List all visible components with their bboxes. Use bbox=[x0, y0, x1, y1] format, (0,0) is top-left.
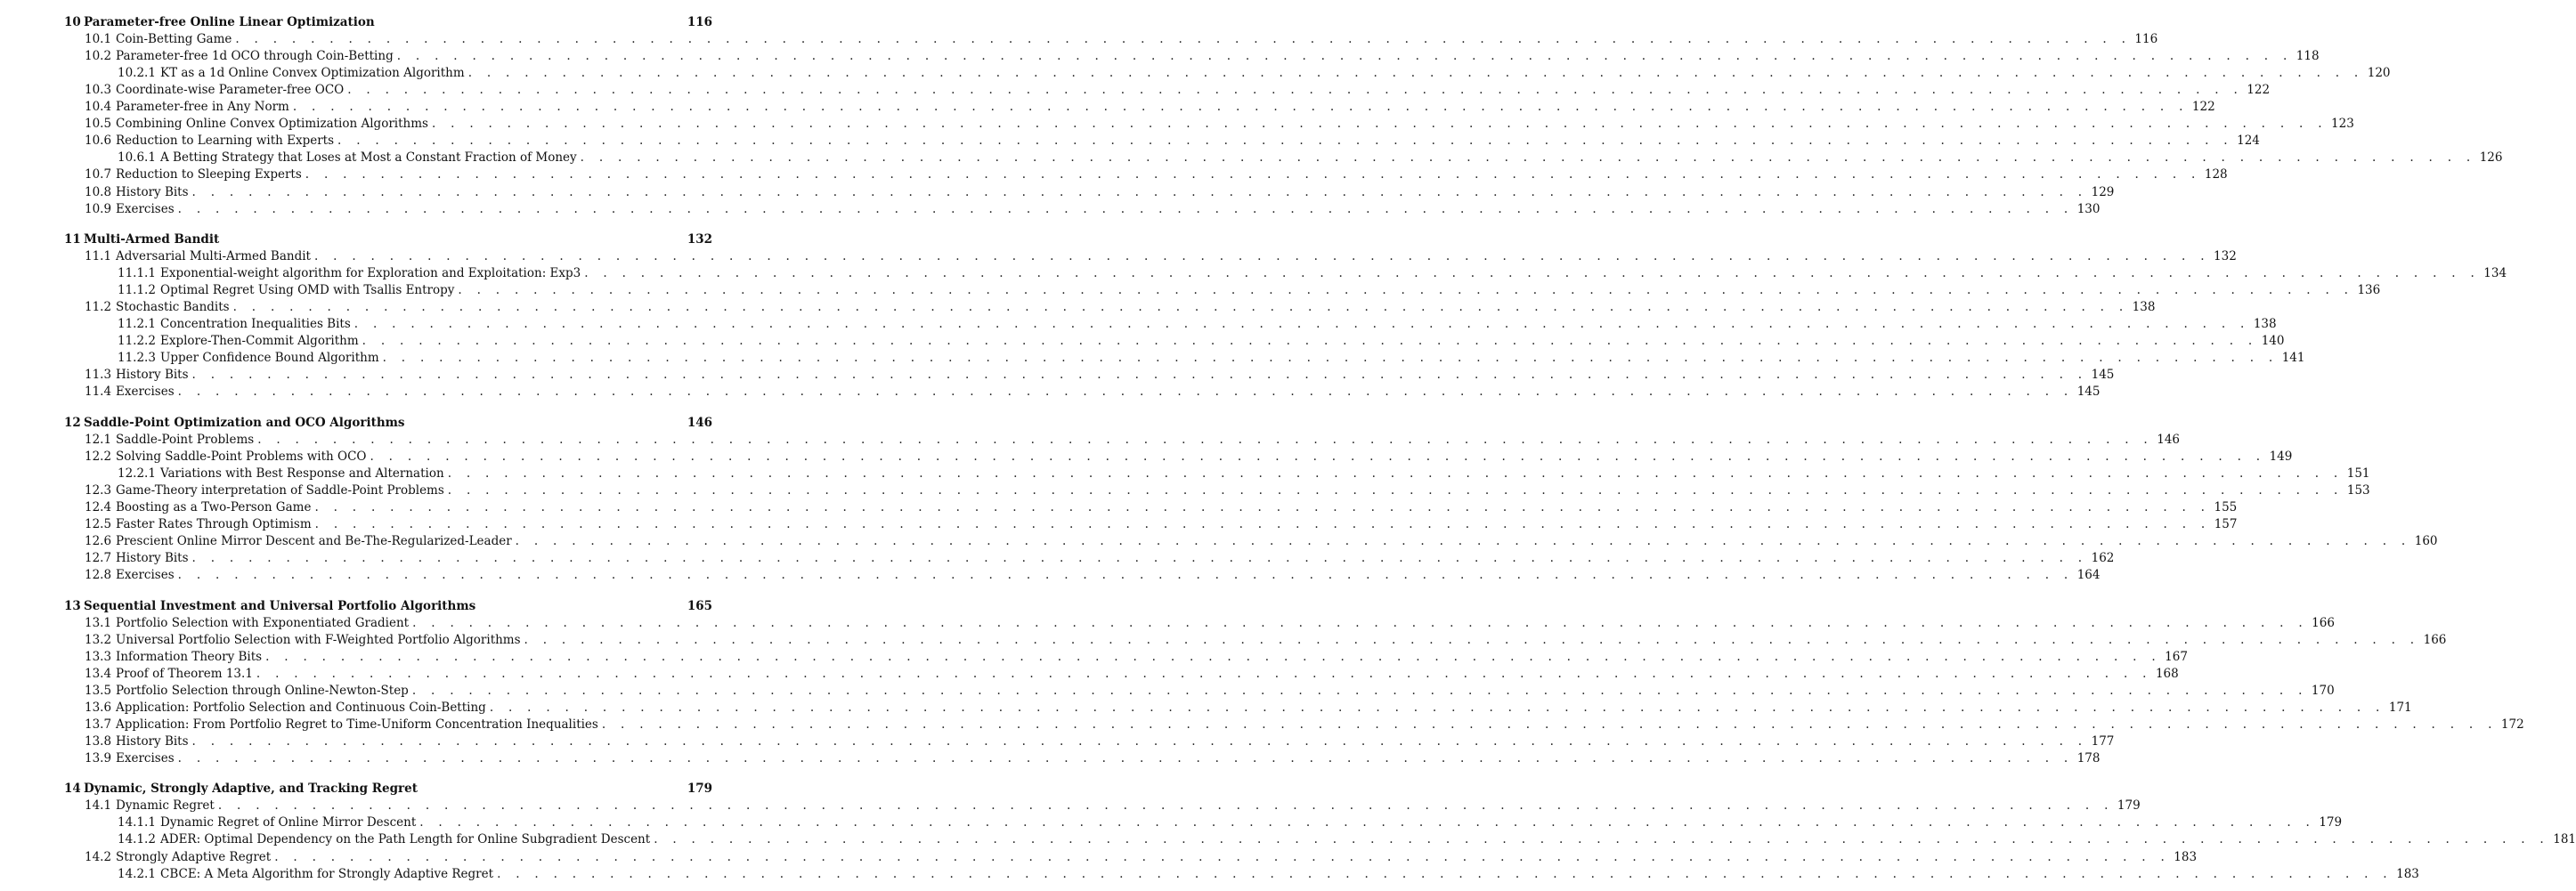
dot-leader: . . . . . . . . . . . . . . . . . . . . . . . . . . . . . . . . . . . . . . . . . . . . . . . . . . . . . . . . . . . . . . . . . . . . . . . . . . . . . . . . . . . . . . . . . . . . . . . . . . . . . bbox=[177, 201, 2074, 216]
chapter-page-number: 165 bbox=[687, 598, 712, 613]
dot-leader: . . . . . . . . . . . . . . . . . . . . . . . . . . . . . . . . . . . . . . . . . . . . . . . . . . . . . . . . . . . . . . . . . . . . . . . . . . . . . . . . . . . . . . . . . . . . . . . . . . . . . bbox=[362, 334, 2258, 349]
entry-number: 13.6 bbox=[85, 700, 112, 715]
section-entry[interactable] bbox=[85, 48, 2320, 65]
dot-leader: . . . . . . . . . . . . . . . . . . . . . . . . . . . . . . . . . . . . . . . . . . . . . . . . . . . . . . . . . . . . . . . . . . . . . . . . . . . . . . . . . . . . . . . . . . . . . . . . . . . . . bbox=[313, 248, 2210, 263]
dot-leader: . . . . . . . . . . . . . . . . . . . . . . . . . . . . . . . . . . . . . . . . . . . . . . . . . . . . . . . . . . . . . . . . . . . . . . . . . . . . . . . . . . . . . . . . . . . . . . . . . . . . . bbox=[458, 283, 2354, 298]
entry-title: Parameter-free 1d OCO through Coin-Betting bbox=[116, 49, 394, 64]
entry-title: Boosting as a Two-Person Game bbox=[116, 499, 312, 514]
entry-number: 13.5 bbox=[85, 683, 112, 698]
entry-page-number: 157 bbox=[2214, 517, 2238, 531]
dot-leader: . . . . . . . . . . . . . . . . . . . . . . . . . . . . . . . . . . . . . . . . . . . . . . . . . . . . . . . . . . . . . . . . . . . . . . . . . . . . . . . . . . . . . . . . . . . . . . . . . . . . . bbox=[396, 49, 2293, 64]
dot-leader: . . . . . . . . . . . . . . . . . . . . . . . . . . . . . . . . . . . . . . . . . . . . . . . . . . . . . . . . . . . . . . . . . . . . . . . . . . . . . . . . . . . . . . . . . . . . . . . . . . . . . bbox=[257, 432, 2154, 447]
dot-leader: . . . . . . . . . . . . . . . . . . . . . . . . . . . . . . . . . . . . . . . . . . . . . . . . . . . . . . . . . . . . . . . . . . . . . . . . . . . . . . . . . . . . . . . . . . . . . . . . . . . . . bbox=[654, 832, 2550, 847]
section-entry[interactable] bbox=[85, 733, 2115, 750]
entry-number: 10.1 bbox=[85, 32, 112, 47]
section-entry[interactable] bbox=[85, 184, 2115, 201]
entry-page-number: 134 bbox=[2483, 266, 2507, 280]
dot-leader: . . . . . . . . . . . . . . . . . . . . . . . . . . . . . . . . . . . . . . . . . . . . . . . . . . . . . . . . . . . . . . . . . . . . . . . . . . . . . . . . . . . . . . . . . . . . . . . . . . . . . bbox=[584, 266, 2481, 280]
chapter-page-number: 179 bbox=[687, 782, 712, 797]
entry-page-number: 183 bbox=[2174, 849, 2198, 864]
chapter-title: Dynamic, Strongly Adaptive, and Tracking Regret bbox=[84, 782, 418, 797]
section-entry[interactable] bbox=[85, 615, 2335, 632]
chapter-heading[interactable] bbox=[64, 14, 712, 31]
entry-number: 13.4 bbox=[85, 666, 112, 681]
entry-number: 10.4 bbox=[85, 100, 112, 115]
section-entry[interactable] bbox=[85, 82, 2271, 99]
subsection-entry[interactable] bbox=[118, 333, 2285, 350]
dot-leader: . . . . . . . . . . . . . . . . . . . . . . . . . . . . . . . . . . . . . . . . . . . . . . . . . . . . . . . . . . . . . . . . . . . . . . . . . . . . . . . . . . . . . . . . . . . . . . . . . . . . . bbox=[232, 300, 2129, 315]
entry-title: Exercises bbox=[116, 201, 175, 216]
entry-title: A Betting Strategy that Loses at Most a Constant Fraction of Money bbox=[160, 150, 577, 166]
dot-leader: . . . . . . . . . . . . . . . . . . . . . . . . . . . . . . . . . . . . . . . . . . . . . . . . . . . . . . . . . . . . . . . . . . . . . . . . . . . . . . . . . . . . . . . . . . . . . . . . . . . . . bbox=[191, 551, 2088, 566]
entry-page-number: 123 bbox=[2331, 117, 2354, 132]
entry-title: Parameter-free in Any Norm bbox=[116, 100, 289, 115]
entry-title: Combining Online Convex Optimization Algorithms bbox=[116, 117, 428, 132]
entry-title: History Bits bbox=[116, 551, 189, 566]
entry-page-number: 151 bbox=[2346, 466, 2370, 481]
entry-number: 10.8 bbox=[85, 184, 112, 199]
section-entry[interactable] bbox=[85, 116, 2354, 133]
dot-leader: . . . . . . . . . . . . . . . . . . . . . . . . . . . . . . . . . . . . . . . . . . . . . . . . . . . . . . . . . . . . . . . . . . . . . . . . . . . . . . . . . . . . . . . . . . . . . . . . . . . . . bbox=[337, 134, 2233, 149]
entry-title: Explore-Then-Commit Algorithm bbox=[160, 334, 359, 349]
entry-page-number: 172 bbox=[2500, 717, 2524, 732]
section-entry[interactable] bbox=[85, 798, 2141, 814]
section-entry[interactable] bbox=[85, 432, 2181, 449]
dot-leader: . . . . . . . . . . . . . . . . . . . . . . . . . . . . . . . . . . . . . . . . . . . . . . . . . . . . . . . . . . . . . . . . . . . . . . . . . . . . . . . . . . . . . . . . . . . . . . . . . . . . . bbox=[601, 717, 2498, 732]
entry-title: Proof of Theorem 13.1 bbox=[116, 666, 253, 681]
entry-number: 12.2 bbox=[85, 449, 112, 464]
chapter-title: Multi-Armed Bandit bbox=[84, 231, 220, 247]
entry-title: Prescient Online Mirror Descent and Be-The-Regularized-Leader bbox=[116, 534, 512, 549]
entry-number: 11.1.1 bbox=[118, 266, 156, 280]
entry-title: Exercises bbox=[116, 750, 175, 765]
section-entry[interactable] bbox=[85, 632, 2447, 649]
section-entry[interactable] bbox=[85, 533, 2438, 550]
chapter-heading[interactable] bbox=[64, 415, 712, 432]
dot-leader: . . . . . . . . . . . . . . . . . . . . . . . . . . . . . . . . . . . . . . . . . . . . . . . . . . . . . . . . . . . . . . . . . . . . . . . . . . . . . . . . . . . . . . . . . . . . . . . . . . . . . bbox=[524, 632, 2420, 647]
entry-page-number: 179 bbox=[2117, 798, 2141, 814]
dot-leader: . . . . . . . . . . . . . . . . . . . . . . . . . . . . . . . . . . . . . . . . . . . . . . . . . . . . . . . . . . . . . . . . . . . . . . . . . . . . . . . . . . . . . . . . . . . . . . . . . . . . . bbox=[314, 499, 2211, 514]
entry-page-number: 149 bbox=[2269, 449, 2293, 464]
dot-leader: . . . . . . . . . . . . . . . . . . . . . . . . . . . . . . . . . . . . . . . . . . . . . . . . . . . . . . . . . . . . . . . . . . . . . . . . . . . . . . . . . . . . . . . . . . . . . . . . . . . . . bbox=[177, 385, 2074, 400]
entry-number: 14.1.2 bbox=[118, 832, 156, 847]
section-entry[interactable] bbox=[85, 166, 2228, 183]
entry-page-number: 171 bbox=[2388, 700, 2412, 715]
chapter-number: 14 bbox=[64, 782, 81, 797]
subsection-entry[interactable] bbox=[118, 814, 2343, 831]
entry-title: Application: From Portfolio Regret to Time-Uniform Concentration Inequalities bbox=[116, 717, 598, 732]
entry-page-number: 183 bbox=[2396, 866, 2419, 881]
entry-title: Reduction to Sleeping Experts bbox=[116, 167, 302, 182]
entry-title: Exponential-weight algorithm for Exploration and Exploitation: Exp3 bbox=[160, 266, 581, 280]
section-entry[interactable] bbox=[85, 248, 2237, 265]
entry-number: 11.4 bbox=[85, 385, 112, 400]
entry-number: 11.2 bbox=[85, 300, 112, 315]
entry-number: 12.4 bbox=[85, 499, 112, 514]
entry-page-number: 132 bbox=[2214, 248, 2237, 263]
dot-leader: . . . . . . . . . . . . . . . . . . . . . . . . . . . . . . . . . . . . . . . . . . . . . . . . . . . . . . . . . . . . . . . . . . . . . . . . . . . . . . . . . . . . . . . . . . . . . . . . . . . . . bbox=[274, 849, 2171, 864]
entry-title: CBCE: A Meta Algorithm for Strongly Adaptive Regret bbox=[160, 866, 494, 881]
entry-number: 14.2 bbox=[85, 849, 112, 864]
entry-title: History Bits bbox=[116, 368, 189, 383]
dot-leader: . . . . . . . . . . . . . . . . . . . . . . . . . . . . . . . . . . . . . . . . . . . . . . . . . . . . . . . . . . . . . . . . . . . . . . . . . . . . . . . . . . . . . . . . . . . . . . . . . . . . . bbox=[419, 815, 2316, 830]
subsection-entry[interactable] bbox=[118, 831, 2576, 848]
subsection-entry[interactable] bbox=[118, 65, 2391, 82]
entry-page-number: 130 bbox=[2076, 201, 2101, 216]
section-entry[interactable] bbox=[85, 717, 2524, 733]
entry-page-number: 118 bbox=[2296, 49, 2320, 64]
entry-page-number: 162 bbox=[2091, 551, 2115, 566]
section-entry[interactable] bbox=[85, 666, 2179, 683]
entry-page-number: 146 bbox=[2157, 432, 2181, 447]
entry-page-number: 124 bbox=[2237, 134, 2260, 149]
chapter-page-number: 132 bbox=[687, 231, 712, 247]
subsection-entry[interactable] bbox=[118, 265, 2507, 282]
entry-title: Dynamic Regret bbox=[116, 798, 215, 814]
chapter-heading[interactable] bbox=[64, 781, 712, 798]
dot-leader: . . . . . . . . . . . . . . . . . . . . . . . . . . . . . . . . . . . . . . . . . . . . . . . . . . . . . . . . . . . . . . . . . . . . . . . . . . . . . . . . . . . . . . . . . . . . . . . . . . . . . bbox=[382, 351, 2279, 366]
entry-title: Exercises bbox=[116, 568, 175, 583]
entry-page-number: 145 bbox=[2076, 385, 2101, 400]
chapter-page-number: 146 bbox=[687, 415, 712, 430]
dot-leader: . . . . . . . . . . . . . . . . . . . . . . . . . . . . . . . . . . . . . . . . . . . . . . . . . . . . . . . . . . . . . . . . . . . . . . . . . . . . . . . . . . . . . . . . . . . . . . . . . . . . . bbox=[580, 150, 2476, 166]
entry-title: Adversarial Multi-Armed Bandit bbox=[116, 248, 311, 263]
section-entry[interactable] bbox=[85, 384, 2101, 401]
subsection-entry[interactable] bbox=[118, 150, 2503, 166]
entry-page-number: 177 bbox=[2091, 733, 2115, 749]
entry-title: ADER: Optimal Dependency on the Path Length for Online Subgradient Descent bbox=[160, 832, 651, 847]
entry-number: 12.3 bbox=[85, 482, 112, 498]
chapter-heading[interactable] bbox=[64, 231, 712, 248]
dot-leader: . . . . . . . . . . . . . . . . . . . . . . . . . . . . . . . . . . . . . . . . . . . . . . . . . . . . . . . . . . . . . . . . . . . . . . . . . . . . . . . . . . . . . . . . . . . . . . . . . . . . . bbox=[235, 32, 2132, 47]
entry-number: 13.1 bbox=[85, 615, 112, 630]
entry-title: Coin-Betting Game bbox=[116, 32, 232, 47]
chapter-number: 11 bbox=[64, 231, 81, 247]
dot-leader: . . . . . . . . . . . . . . . . . . . . . . . . . . . . . . . . . . . . . . . . . . . . . . . . . . . . . . . . . . . . . . . . . . . . . . . . . . . . . . . . . . . . . . . . . . . . . . . . . . . . . bbox=[353, 317, 2250, 332]
dot-leader: . . . . . . . . . . . . . . . . . . . . . . . . . . . . . . . . . . . . . . . . . . . . . . . . . . . . . . . . . . . . . . . . . . . . . . . . . . . . . . . . . . . . . . . . . . . . . . . . . . . . . bbox=[292, 100, 2189, 115]
dot-leader: . . . . . . . . . . . . . . . . . . . . . . . . . . . . . . . . . . . . . . . . . . . . . . . . . . . . . . . . . . . . . . . . . . . . . . . . . . . . . . . . . . . . . . . . . . . . . . . . . . . . . bbox=[177, 568, 2074, 583]
entry-page-number: 170 bbox=[2311, 683, 2335, 698]
entry-page-number: 145 bbox=[2091, 368, 2115, 383]
section-entry[interactable] bbox=[85, 516, 2238, 533]
entry-number: 14.1.1 bbox=[118, 815, 156, 830]
dot-leader: . . . . . . . . . . . . . . . . . . . . . . . . . . . . . . . . . . . . . . . . . . . . . . . . . . . . . . . . . . . . . . . . . . . . . . . . . . . . . . . . . . . . . . . . . . . . . . . . . . . . . bbox=[265, 649, 2161, 664]
section-entry[interactable] bbox=[85, 201, 2101, 218]
entry-number: 11.3 bbox=[85, 368, 112, 383]
entry-title: Application: Portfolio Selection and Continuous Coin-Betting bbox=[116, 700, 486, 715]
entry-title: Solving Saddle-Point Problems with OCO bbox=[116, 449, 367, 464]
entry-page-number: 179 bbox=[2319, 815, 2343, 830]
entry-title: Dynamic Regret of Online Mirror Descent bbox=[160, 815, 417, 830]
chapter-title: Sequential Investment and Universal Portfolio Algorithms bbox=[84, 598, 476, 613]
entry-title: History Bits bbox=[116, 184, 189, 199]
dot-leader: . . . . . . . . . . . . . . . . . . . . . . . . . . . . . . . . . . . . . . . . . . . . . . . . . . . . . . . . . . . . . . . . . . . . . . . . . . . . . . . . . . . . . . . . . . . . . . . . . . . . . bbox=[515, 534, 2411, 549]
section-entry[interactable] bbox=[85, 700, 2412, 717]
entry-number: 10.2.1 bbox=[118, 66, 156, 81]
entry-page-number: 166 bbox=[2312, 615, 2335, 630]
entry-title: Saddle-Point Problems bbox=[116, 432, 255, 447]
entry-number: 12.6 bbox=[85, 534, 112, 549]
section-entry[interactable] bbox=[85, 649, 2188, 666]
dot-leader: . . . . . . . . . . . . . . . . . . . . . . . . . . . . . . . . . . . . . . . . . . . . . . . . . . . . . . . . . . . . . . . . . . . . . . . . . . . . . . . . . . . . . . . . . . . . . . . . . . . . . bbox=[411, 683, 2308, 698]
entry-number: 13.8 bbox=[85, 733, 112, 749]
subsection-entry[interactable] bbox=[118, 466, 2370, 482]
subsection-entry[interactable] bbox=[118, 316, 2277, 333]
section-entry[interactable] bbox=[85, 133, 2260, 150]
entry-page-number: 166 bbox=[2423, 632, 2447, 647]
entry-number: 11.2.3 bbox=[118, 351, 156, 366]
entry-number: 10.9 bbox=[85, 201, 112, 216]
entry-page-number: 138 bbox=[2132, 300, 2156, 315]
entry-page-number: 129 bbox=[2091, 184, 2115, 199]
entry-page-number: 141 bbox=[2281, 351, 2305, 366]
entry-number: 12.5 bbox=[85, 517, 112, 531]
entry-page-number: 116 bbox=[2134, 32, 2158, 47]
dot-leader: . . . . . . . . . . . . . . . . . . . . . . . . . . . . . . . . . . . . . . . . . . . . . . . . . . . . . . . . . . . . . . . . . . . . . . . . . . . . . . . . . . . . . . . . . . . . . . . . . . . . . bbox=[370, 449, 2266, 464]
section-entry[interactable] bbox=[85, 849, 2198, 866]
dot-leader: . . . . . . . . . . . . . . . . . . . . . . . . . . . . . . . . . . . . . . . . . . . . . . . . . . . . . . . . . . . . . . . . . . . . . . . . . . . . . . . . . . . . . . . . . . . . . . . . . . . . . bbox=[447, 466, 2344, 481]
entry-number: 10.7 bbox=[85, 167, 112, 182]
entry-page-number: 128 bbox=[2204, 167, 2228, 182]
entry-title: Portfolio Selection through Online-Newton-Step bbox=[116, 683, 409, 698]
entry-title: History Bits bbox=[116, 733, 189, 749]
entry-page-number: 167 bbox=[2165, 649, 2188, 664]
entry-page-number: 160 bbox=[2414, 534, 2438, 549]
section-entry[interactable] bbox=[85, 567, 2101, 584]
dot-leader: . . . . . . . . . . . . . . . . . . . . . . . . . . . . . . . . . . . . . . . . . . . . . . . . . . . . . . . . . . . . . . . . . . . . . . . . . . . . . . . . . . . . . . . . . . . . . . . . . . . . . bbox=[191, 733, 2088, 749]
entry-title: Information Theory Bits bbox=[116, 649, 263, 664]
dot-leader: . . . . . . . . . . . . . . . . . . . . . . . . . . . . . . . . . . . . . . . . . . . . . . . . . . . . . . . . . . . . . . . . . . . . . . . . . . . . . . . . . . . . . . . . . . . . . . . . . . . . . bbox=[497, 866, 2393, 881]
entry-number: 13.9 bbox=[85, 750, 112, 765]
entry-title: Upper Confidence Bound Algorithm bbox=[160, 351, 379, 366]
dot-leader: . . . . . . . . . . . . . . . . . . . . . . . . . . . . . . . . . . . . . . . . . . . . . . . . . . . . . . . . . . . . . . . . . . . . . . . . . . . . . . . . . . . . . . . . . . . . . . . . . . . . . bbox=[447, 482, 2344, 498]
section-entry[interactable] bbox=[85, 750, 2101, 767]
entry-number: 13.2 bbox=[85, 632, 112, 647]
section-entry[interactable] bbox=[85, 367, 2115, 384]
dot-leader: . . . . . . . . . . . . . . . . . . . . . . . . . . . . . . . . . . . . . . . . . . . . . . . . . . . . . . . . . . . . . . . . . . . . . . . . . . . . . . . . . . . . . . . . . . . . . . . . . . . . . bbox=[217, 798, 2114, 814]
entry-number: 12.1 bbox=[85, 432, 112, 447]
entry-title: Exercises bbox=[116, 385, 175, 400]
entry-number: 12.8 bbox=[85, 568, 112, 583]
entry-number: 10.3 bbox=[85, 83, 112, 98]
subsection-entry[interactable] bbox=[118, 350, 2305, 367]
entry-number: 14.1 bbox=[85, 798, 112, 814]
dot-leader: . . . . . . . . . . . . . . . . . . . . . . . . . . . . . . . . . . . . . . . . . . . . . . . . . . . . . . . . . . . . . . . . . . . . . . . . . . . . . . . . . . . . . . . . . . . . . . . . . . . . . bbox=[314, 517, 2211, 531]
entry-title: Variations with Best Response and Alternation bbox=[160, 466, 444, 481]
dot-leader: . . . . . . . . . . . . . . . . . . . . . . . . . . . . . . . . . . . . . . . . . . . . . . . . . . . . . . . . . . . . . . . . . . . . . . . . . . . . . . . . . . . . . . . . . . . . . . . . . . . . . bbox=[431, 117, 2328, 132]
entry-title: Optimal Regret Using OMD with Tsallis Entropy bbox=[160, 283, 455, 298]
entry-number: 14.2.1 bbox=[118, 866, 156, 881]
entry-page-number: 120 bbox=[2367, 66, 2391, 81]
entry-number: 11.1.2 bbox=[118, 283, 156, 298]
entry-page-number: 122 bbox=[2247, 83, 2271, 98]
entry-page-number: 138 bbox=[2253, 317, 2277, 332]
dot-leader: . . . . . . . . . . . . . . . . . . . . . . . . . . . . . . . . . . . . . . . . . . . . . . . . . . . . . . . . . . . . . . . . . . . . . . . . . . . . . . . . . . . . . . . . . . . . . . . . . . . . . bbox=[191, 184, 2088, 199]
entry-number: 10.2 bbox=[85, 49, 112, 64]
entry-number: 13.3 bbox=[85, 649, 112, 664]
entry-page-number: 136 bbox=[2357, 283, 2381, 298]
entry-page-number: 168 bbox=[2155, 666, 2179, 681]
section-entry[interactable] bbox=[85, 299, 2156, 316]
chapter-number: 10 bbox=[64, 15, 81, 29]
entry-number: 10.6 bbox=[85, 134, 112, 149]
section-entry[interactable] bbox=[85, 31, 2158, 48]
entry-title: KT as a 1d Online Convex Optimization Algorithm bbox=[160, 66, 465, 81]
entry-title: Coordinate-wise Parameter-free OCO bbox=[116, 83, 345, 98]
chapter-number: 12 bbox=[64, 415, 81, 430]
entry-page-number: 178 bbox=[2076, 750, 2101, 765]
entry-page-number: 155 bbox=[2214, 499, 2238, 514]
entry-number: 12.7 bbox=[85, 551, 112, 566]
entry-title: Portfolio Selection with Exponentiated Gradient bbox=[116, 615, 410, 630]
entry-page-number: 122 bbox=[2191, 100, 2215, 115]
entry-title: Strongly Adaptive Regret bbox=[116, 849, 272, 864]
dot-leader: . . . . . . . . . . . . . . . . . . . . . . . . . . . . . . . . . . . . . . . . . . . . . . . . . . . . . . . . . . . . . . . . . . . . . . . . . . . . . . . . . . . . . . . . . . . . . . . . . . . . . bbox=[467, 66, 2364, 81]
dot-leader: . . . . . . . . . . . . . . . . . . . . . . . . . . . . . . . . . . . . . . . . . . . . . . . . . . . . . . . . . . . . . . . . . . . . . . . . . . . . . . . . . . . . . . . . . . . . . . . . . . . . . bbox=[305, 167, 2201, 182]
entry-number: 10.6.1 bbox=[118, 150, 156, 166]
entry-number: 12.2.1 bbox=[118, 466, 156, 481]
entry-number: 10.5 bbox=[85, 117, 112, 132]
dot-leader: . . . . . . . . . . . . . . . . . . . . . . . . . . . . . . . . . . . . . . . . . . . . . . . . . . . . . . . . . . . . . . . . . . . . . . . . . . . . . . . . . . . . . . . . . . . . . . . . . . . . . bbox=[191, 368, 2088, 383]
entry-page-number: 126 bbox=[2479, 150, 2503, 166]
entry-page-number: 153 bbox=[2346, 482, 2370, 498]
entry-title: Reduction to Learning with Experts bbox=[116, 134, 335, 149]
dot-leader: . . . . . . . . . . . . . . . . . . . . . . . . . . . . . . . . . . . . . . . . . . . . . . . . . . . . . . . . . . . . . . . . . . . . . . . . . . . . . . . . . . . . . . . . . . . . . . . . . . . . . bbox=[177, 750, 2074, 765]
chapter-number: 13 bbox=[64, 598, 81, 613]
dot-leader: . . . . . . . . . . . . . . . . . . . . . . . . . . . . . . . . . . . . . . . . . . . . . . . . . . . . . . . . . . . . . . . . . . . . . . . . . . . . . . . . . . . . . . . . . . . . . . . . . . . . . bbox=[347, 83, 2244, 98]
entry-title: Game-Theory interpretation of Saddle-Point Problems bbox=[116, 482, 444, 498]
dot-leader: . . . . . . . . . . . . . . . . . . . . . . . . . . . . . . . . . . . . . . . . . . . . . . . . . . . . . . . . . . . . . . . . . . . . . . . . . . . . . . . . . . . . . . . . . . . . . . . . . . . . . bbox=[412, 615, 2308, 630]
section-entry[interactable] bbox=[85, 99, 2215, 116]
entry-title: Faster Rates Through Optimism bbox=[116, 517, 312, 531]
entry-title: Universal Portfolio Selection with F-Weighted Portfolio Algorithms bbox=[116, 632, 521, 647]
subsection-entry[interactable] bbox=[118, 866, 2419, 883]
entry-number: 11.1 bbox=[85, 248, 112, 263]
section-entry[interactable] bbox=[85, 449, 2293, 466]
chapter-title: Parameter-free Online Linear Optimization bbox=[84, 15, 375, 29]
entry-title: Stochastic Bandits bbox=[116, 300, 230, 315]
entry-page-number: 181 bbox=[2553, 832, 2576, 847]
chapter-heading[interactable] bbox=[64, 598, 712, 615]
entry-title: Concentration Inequalities Bits bbox=[160, 317, 351, 332]
section-entry[interactable] bbox=[85, 482, 2370, 499]
dot-leader: . . . . . . . . . . . . . . . . . . . . . . . . . . . . . . . . . . . . . . . . . . . . . . . . . . . . . . . . . . . . . . . . . . . . . . . . . . . . . . . . . . . . . . . . . . . . . . . . . . . . . bbox=[489, 700, 2385, 715]
section-entry[interactable] bbox=[85, 683, 2335, 700]
dot-leader: . . . . . . . . . . . . . . . . . . . . . . . . . . . . . . . . . . . . . . . . . . . . . . . . . . . . . . . . . . . . . . . . . . . . . . . . . . . . . . . . . . . . . . . . . . . . . . . . . . . . . bbox=[256, 666, 2152, 681]
entry-number: 11.2.1 bbox=[118, 317, 156, 332]
entry-page-number: 164 bbox=[2076, 568, 2101, 583]
entry-number: 11.2.2 bbox=[118, 334, 156, 349]
section-entry[interactable] bbox=[85, 499, 2238, 516]
chapter-page-number: 116 bbox=[687, 15, 712, 29]
section-entry[interactable] bbox=[85, 550, 2115, 567]
entry-number: 13.7 bbox=[85, 717, 112, 732]
entry-page-number: 140 bbox=[2261, 334, 2285, 349]
subsection-entry[interactable] bbox=[118, 282, 2381, 299]
chapter-title: Saddle-Point Optimization and OCO Algorithms bbox=[84, 415, 405, 430]
